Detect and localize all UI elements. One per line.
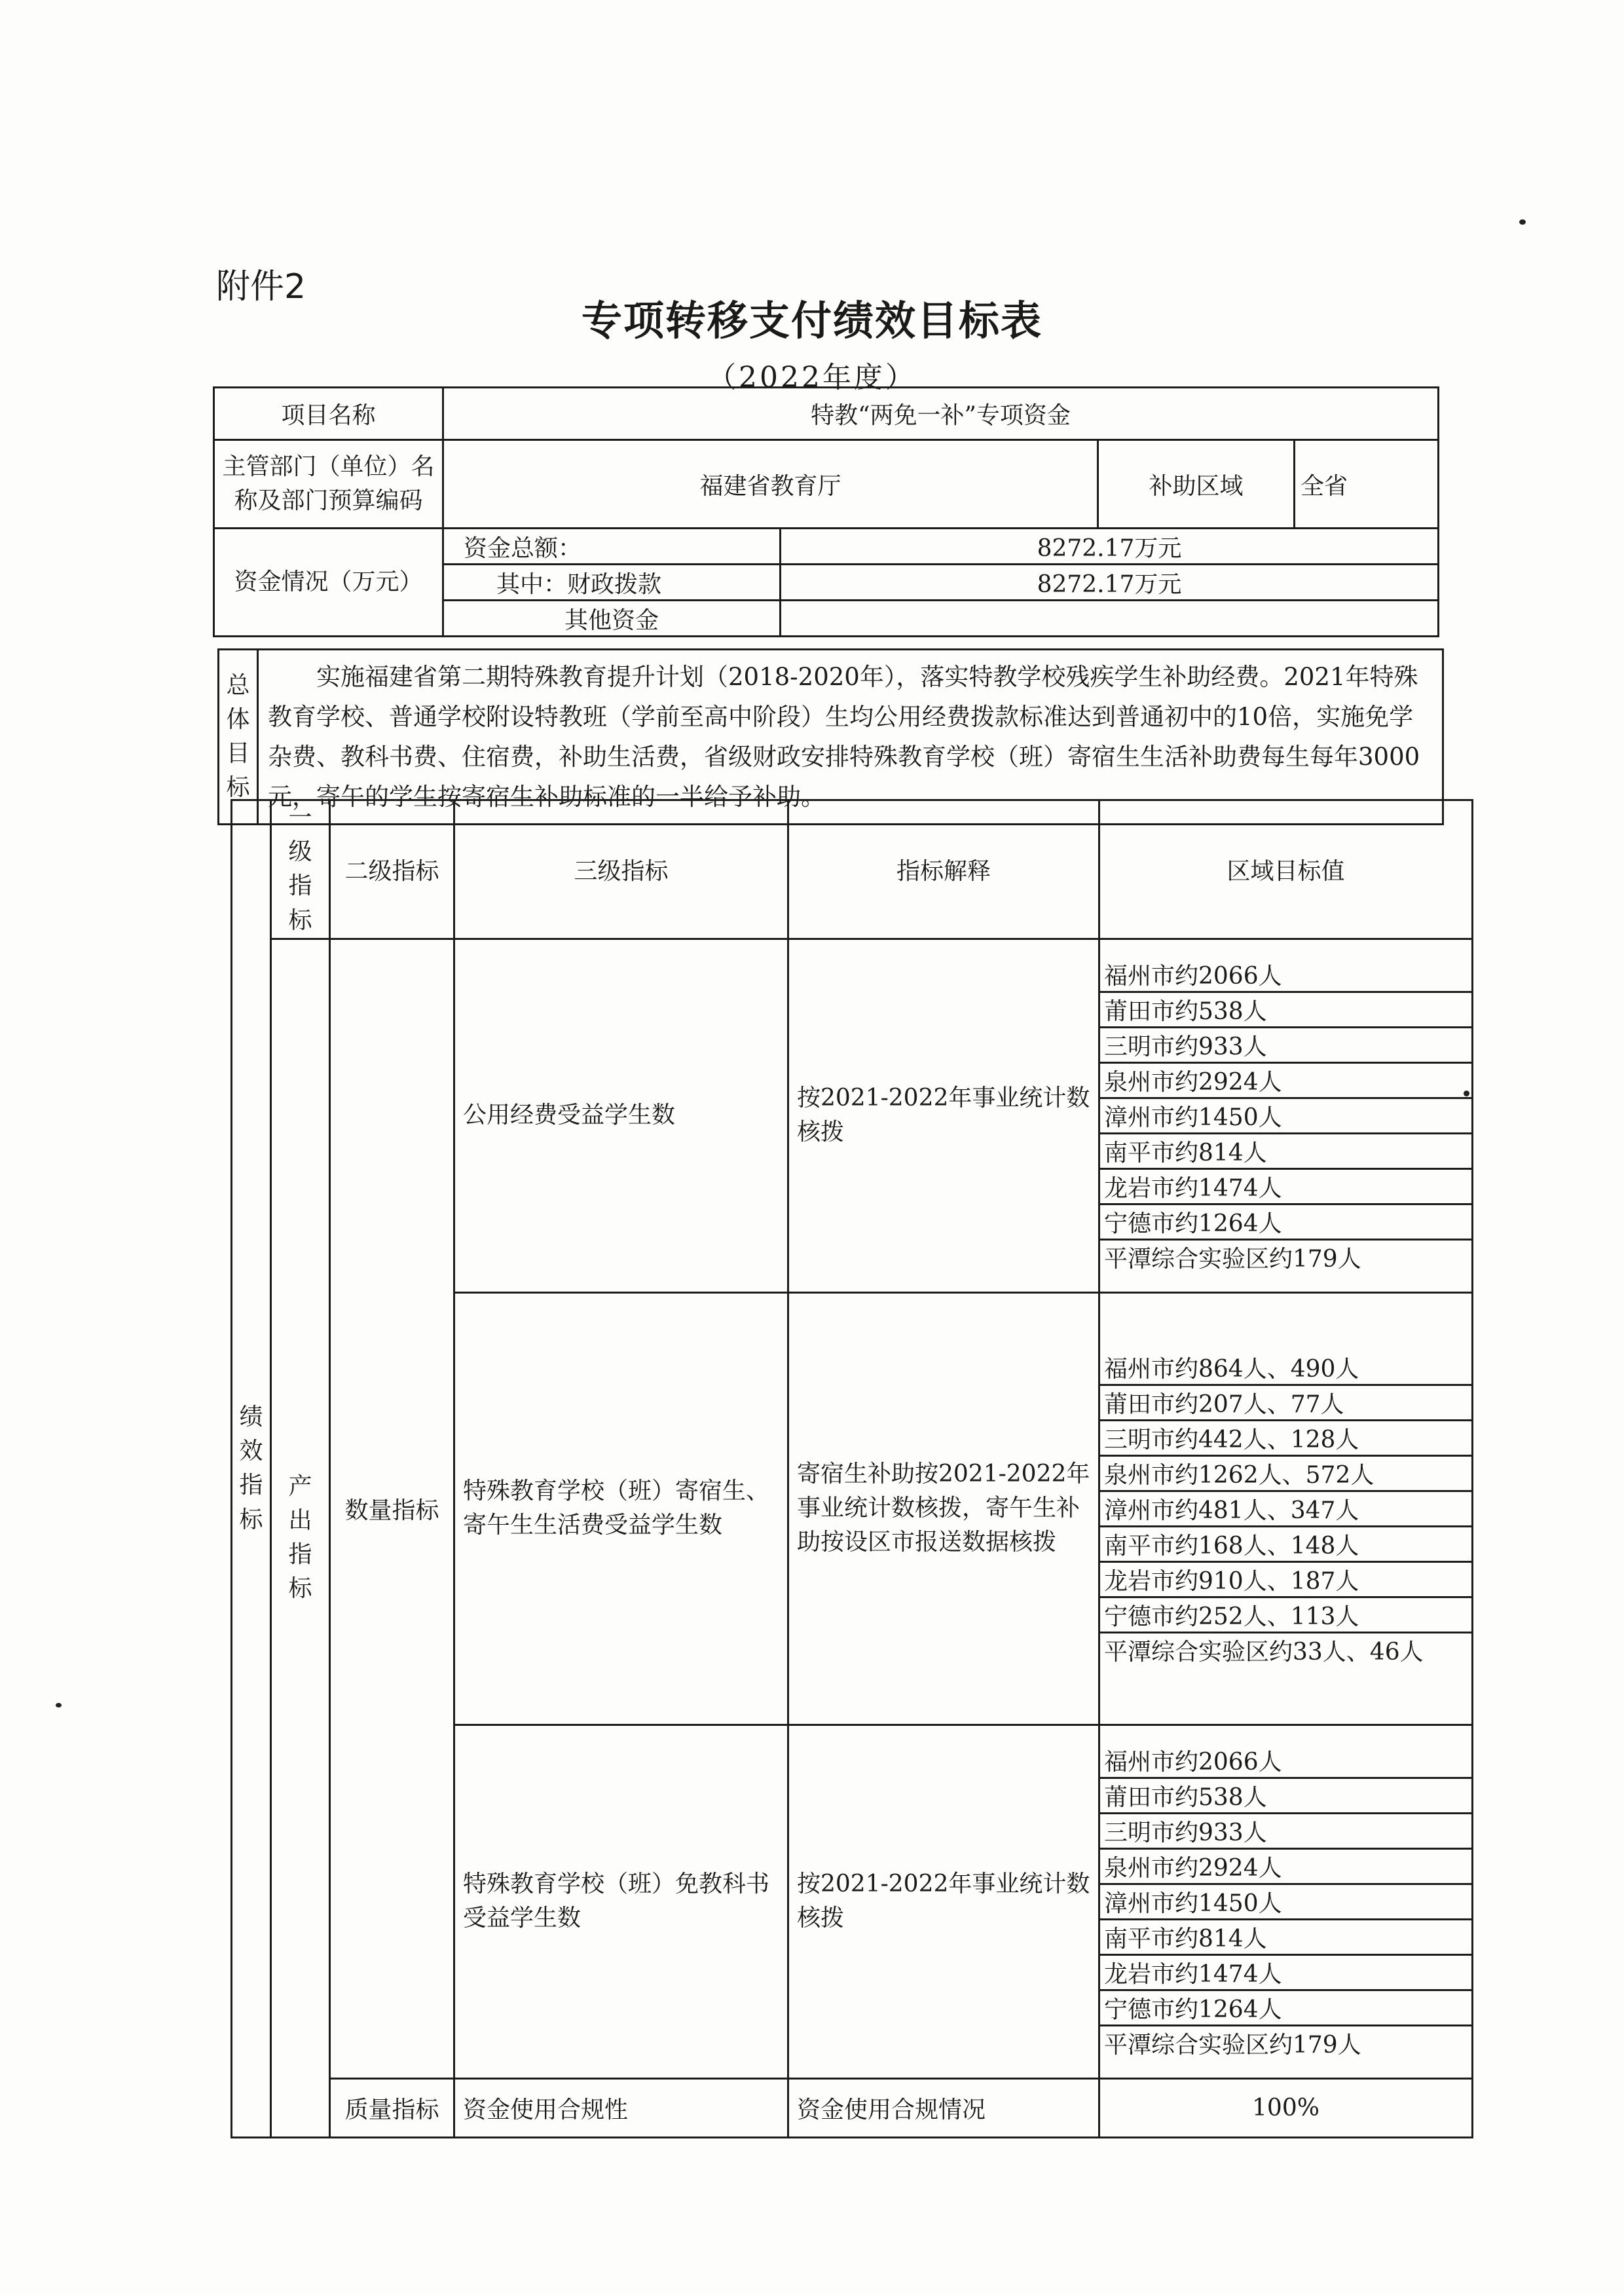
header-level3: 三级指标: [454, 800, 788, 939]
project-name-value: 特教“两免一补”专项资金: [443, 388, 1439, 440]
target-value: 龙岩市约1474人: [1100, 1170, 1471, 1205]
target-value: 南平市约814人: [1100, 1920, 1471, 1956]
funds-other-label: 其他资金: [443, 601, 781, 637]
explain-item-2: 寄宿生补助按2021-2022年事业统计数核拨，寄午生补助按设区市报送数据核拨: [788, 1292, 1099, 1725]
target-value: 泉州市约2924人: [1100, 1850, 1471, 1885]
page-title: 专项转移支付绩效目标表: [581, 297, 1043, 345]
scan-speck: [56, 1703, 62, 1707]
quality-row: [232, 2078, 1473, 2137]
level1-value: 产出指标: [271, 939, 330, 2137]
quantity-label: 数量指标: [330, 939, 454, 2078]
funds-fiscal-value: 8272.17万元: [781, 565, 1439, 601]
explain-item-3: 按2021-2022年事业统计数核拨: [788, 1725, 1099, 2078]
target-value: 莆田市约538人: [1100, 993, 1471, 1028]
target-list-2: [1100, 1351, 1471, 1667]
target-value: 宁德市约1264人: [1100, 1991, 1471, 2026]
target-value: 泉州市约1262人、572人: [1100, 1457, 1471, 1492]
funds-fiscal-label: 其中：财政拨款: [443, 565, 781, 601]
project-name-label: 项目名称: [214, 388, 443, 440]
target-value: 泉州市约2924人: [1100, 1064, 1471, 1099]
target-value: 三明市约442人、128人: [1100, 1421, 1471, 1457]
goal-label: 总体目标: [219, 650, 258, 825]
target-value: 三明市约933人: [1100, 1814, 1471, 1850]
target-value: 莆田市约207人、77人: [1100, 1386, 1471, 1421]
target-value: 福州市约2066人: [1100, 958, 1471, 993]
funds-total-label: 资金总额：: [443, 529, 781, 565]
funds-label: 资金情况（万元）: [214, 529, 443, 637]
perf-label: 绩效指标: [232, 800, 271, 2138]
target-value: 漳州市约481人、347人: [1100, 1492, 1471, 1527]
region-value: 全省: [1295, 440, 1439, 529]
target-value: 福州市约2066人: [1100, 1744, 1471, 1779]
target-value: 莆田市约538人: [1100, 1779, 1471, 1814]
target-value: 平潭综合实验区约179人: [1104, 1245, 1361, 1273]
header-explain: 指标解释: [788, 800, 1099, 939]
target-list-1: [1100, 958, 1471, 1274]
quality-label: 质量指标: [330, 2078, 454, 2137]
performance-table: [231, 799, 1473, 2138]
region-label: 补助区域: [1098, 440, 1295, 529]
dept-label: 主管部门（单位）名称及部门预算编码: [214, 440, 443, 529]
target-value: 龙岩市约1474人: [1100, 1956, 1471, 1991]
level3-item-2: 特殊教育学校（班）寄宿生、寄午生生活费受益学生数: [454, 1292, 788, 1725]
target-value: 宁德市约1264人: [1100, 1205, 1471, 1241]
target-value: 福州市约864人、490人: [1100, 1351, 1471, 1386]
quality-target: 100%: [1099, 2078, 1473, 2137]
target-value: 漳州市约1450人: [1100, 1099, 1471, 1134]
level3-item-1: 公用经费受益学生数: [454, 939, 788, 1292]
level3-item-3: 特殊教育学校（班）免教科书受益学生数: [454, 1725, 788, 2078]
dept-value: 福建省教育厅: [443, 440, 1098, 529]
header-target: 区域目标值: [1099, 800, 1473, 939]
scan-speck: [1464, 1091, 1469, 1096]
funds-other-value: [781, 601, 1439, 637]
target-value: 平潭综合实验区约33人、46人: [1104, 1638, 1424, 1666]
quality-explain: 资金使用合规情况: [788, 2078, 1099, 2137]
goal-text: 实施福建省第二期特殊教育提升计划（2018-2020年），落实特教学校残疾学生补助经费。2021年特殊教育学校、普通学校附设特教班（学前至高中阶段）生均公用经费拨款标准达到普通初中的10倍，实施免学杂费、教科书费、住宿费，补助生活费，省级财政安排特殊教育学校（班）寄宿生生活补助费每生每年3000元，寄午的学生按寄宿生补助标准的一半给予补助。: [258, 650, 1443, 825]
year-label: （2022年度）: [707, 361, 917, 394]
target-value: 三明市约933人: [1100, 1028, 1471, 1064]
target-value: 龙岩市约910人、187人: [1100, 1563, 1471, 1598]
quality-level3: 资金使用合规性: [454, 2078, 788, 2137]
target-list-3: [1100, 1744, 1471, 2060]
attachment-label: 附件2: [216, 267, 306, 307]
indicator-row: [232, 939, 1473, 1292]
scan-speck: [1519, 219, 1526, 225]
project-info-table: [213, 386, 1439, 637]
target-value: 南平市约168人、148人: [1100, 1527, 1471, 1563]
target-value: 南平市约814人: [1100, 1134, 1471, 1170]
target-value: 宁德市约252人、113人: [1100, 1598, 1471, 1633]
explain-item-1: 按2021-2022年事业统计数核拨: [788, 939, 1099, 1292]
target-value: 平潭综合实验区约179人: [1104, 2031, 1361, 2059]
header-level1: 一级指标: [271, 800, 330, 939]
target-value: 漳州市约1450人: [1100, 1885, 1471, 1920]
header-level2: 二级指标: [330, 800, 454, 939]
funds-total-value: 8272.17万元: [781, 529, 1439, 565]
